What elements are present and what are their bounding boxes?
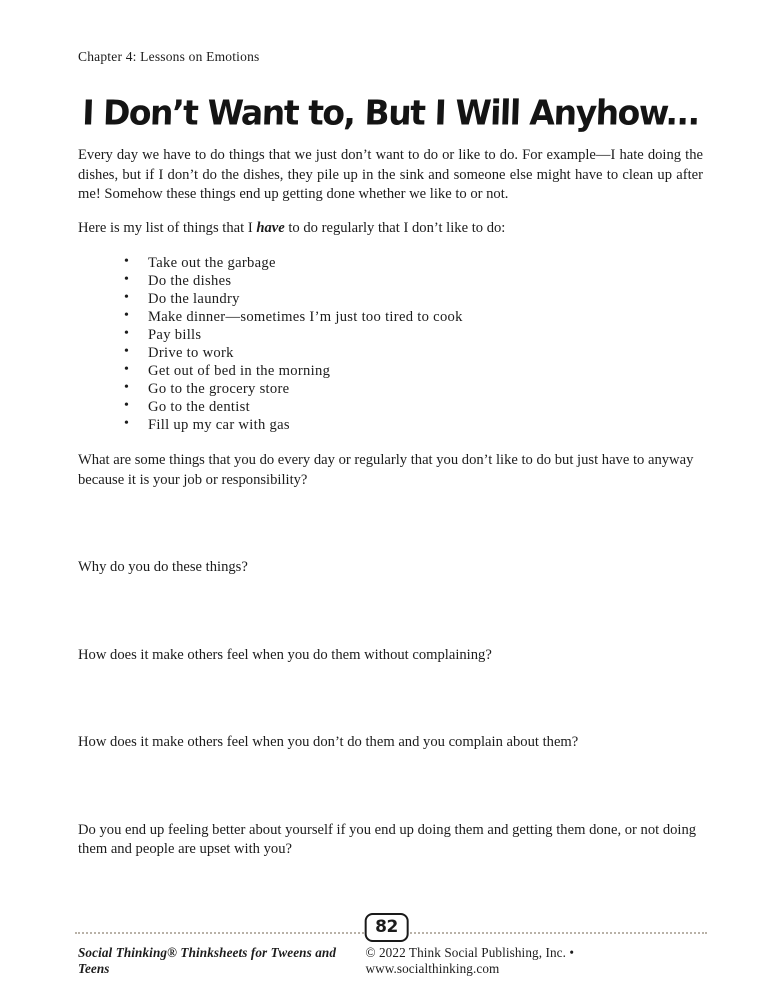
page-number-badge: 82 bbox=[364, 913, 409, 942]
question-others-feel-no-complaining: How does it make others feel when you do them without complaining? bbox=[78, 646, 492, 663]
question-feel-better: Do you end up feeling better about yourself if you end up doing them and getting them done, or not doing them and people are upset with you? bbox=[78, 821, 697, 857]
list-item: • Fill up my car with gas bbox=[78, 416, 703, 434]
page-title: I Don’t Want to, But I Will Anyhow... bbox=[81, 92, 700, 133]
list-item: • Pay bills bbox=[78, 326, 703, 344]
list-intro-after: to do regularly that I don’t like to do: bbox=[284, 219, 506, 236]
chapter-header: Chapter 4: Lessons on Emotions bbox=[78, 49, 260, 64]
chores-list bbox=[78, 254, 703, 434]
list-item: • Drive to work bbox=[78, 344, 703, 362]
list-item: • Go to the grocery store bbox=[78, 380, 703, 398]
question-responsibility: What are some things that you do every day or regularly that you don’t like to do but just have to anyway because it is your job or responsibility? bbox=[78, 452, 694, 488]
list-intro-paragraph bbox=[78, 219, 703, 239]
list-item: • Do the dishes bbox=[78, 272, 703, 290]
list-item: • Make dinner—sometimes I’m just too tired to cook bbox=[78, 308, 703, 326]
list-intro-before: Here is my list of things that I bbox=[78, 219, 257, 236]
question-why: Why do you do these things? bbox=[78, 559, 248, 575]
question-others-feel-complaining: How does it make others feel when you don’t do them and you complain about them? bbox=[78, 734, 579, 750]
footer-book-title: Social Thinking® Thinksheets for Tweens and Teens bbox=[78, 945, 337, 976]
intro-paragraph: Every day we have to do things that we just don’t want to do or like to do. For example—I hate doing the dishes, but if I don’t do the dishes, they pile up in the sink and someone else might have to clean up after me! Somehow these things end up getting done whether we like to or not. bbox=[78, 147, 703, 202]
footer bbox=[78, 945, 705, 977]
list-item: • Go to the dentist bbox=[78, 398, 703, 416]
list-intro-emphasis: have bbox=[256, 219, 285, 236]
list-item: • Do the laundry bbox=[78, 290, 703, 308]
footer-copyright: © 2022 Think Social Publishing, Inc. • www.socialthinking.com bbox=[365, 945, 575, 976]
list-item: • Take out the garbage bbox=[78, 254, 703, 272]
list-item: • Get out of bed in the morning bbox=[78, 362, 703, 380]
